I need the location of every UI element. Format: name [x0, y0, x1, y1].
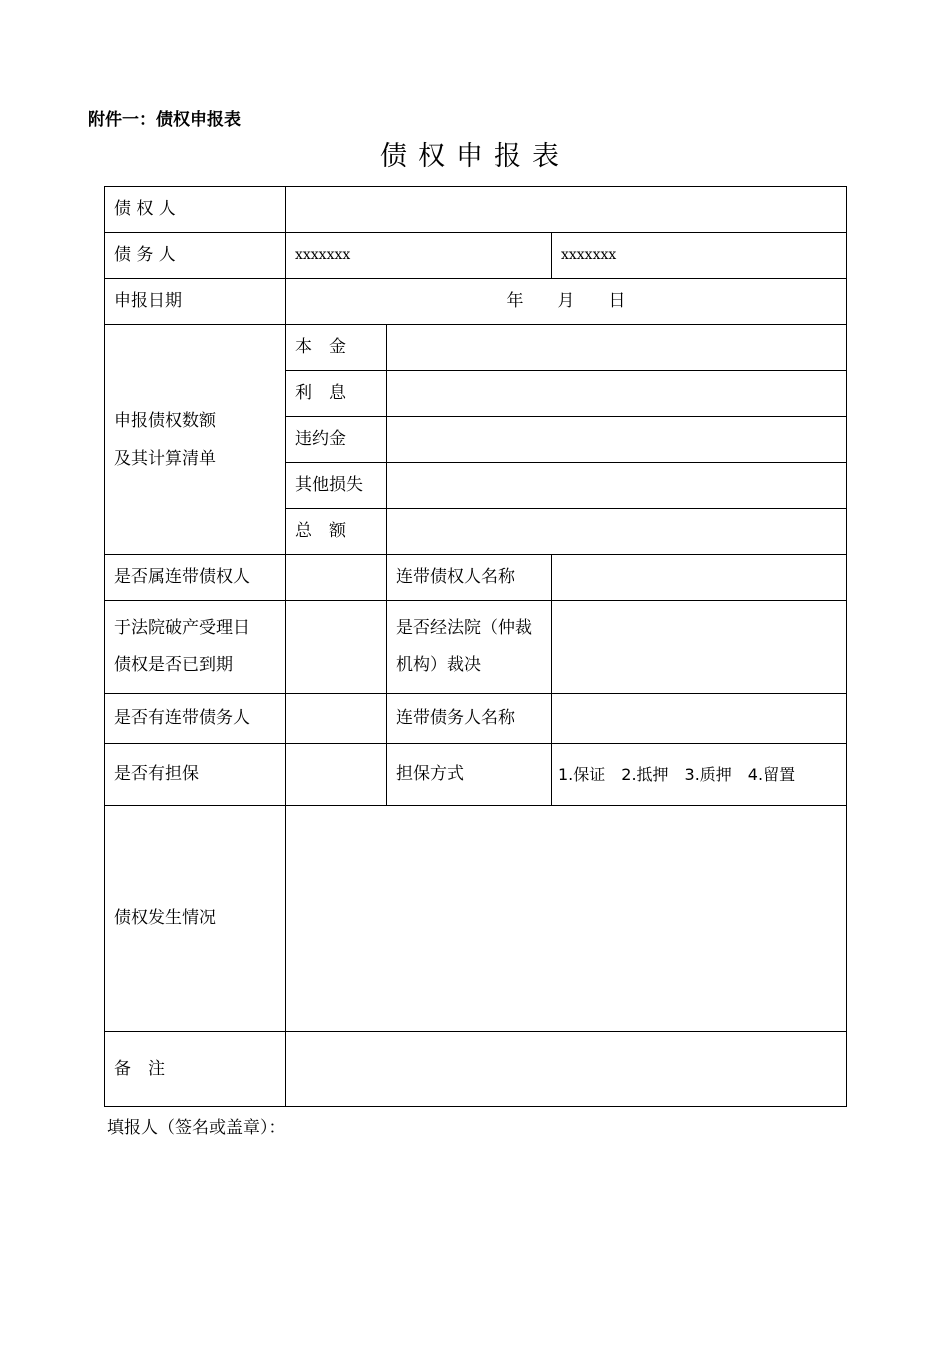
row-date [105, 279, 847, 325]
creditor-label: 债 权 人 [105, 187, 286, 233]
due-label-line1: 于法院破产受理日 [114, 618, 250, 638]
remarks-field[interactable] [286, 1032, 847, 1107]
claim-declaration-table [104, 186, 847, 1107]
total-field[interactable] [387, 509, 847, 555]
row-remarks [105, 1032, 847, 1107]
row-debtor [105, 233, 847, 279]
signer-label: 填报人（签名或盖章）： [107, 1118, 286, 1138]
occurrence-label: 债权发生情况 [105, 806, 286, 1032]
amount-label-line2: 及其计算清单 [114, 448, 216, 469]
debtor-field-1[interactable]: xxxxxxx [286, 233, 552, 279]
ruling-label-line1: 是否经法院（仲裁 [396, 618, 532, 638]
joint-creditor-name-label: 连带债权人名称 [387, 555, 552, 601]
joint-creditor-label: 是否属连带债权人 [105, 555, 286, 601]
joint-debtor-name-label: 连带债务人名称 [387, 694, 552, 744]
row-principal [105, 325, 847, 371]
penalty-field[interactable] [387, 417, 847, 463]
date-field[interactable]: 年 月 日 [286, 279, 847, 325]
row-occurrence [105, 806, 847, 1032]
debtor-label: 债 务 人 [105, 233, 286, 279]
amount-label-line1: 申报债权数额 [114, 410, 216, 431]
guarantee-method-options[interactable]: 1.保证 2.抵押 3.质押 4.留置 [552, 744, 847, 806]
amount-label [105, 325, 286, 555]
row-due [105, 601, 847, 694]
ruling-label-line2: 机构）裁决 [396, 655, 481, 675]
debtor-field-2[interactable]: xxxxxxx [552, 233, 847, 279]
remarks-label: 备 注 [105, 1032, 286, 1107]
due-label [105, 601, 286, 694]
other-losses-field[interactable] [387, 463, 847, 509]
joint-debtor-name-field[interactable] [552, 694, 847, 744]
due-label-line2: 债权是否已到期 [114, 655, 233, 675]
occurrence-field[interactable] [286, 806, 847, 1032]
row-creditor [105, 187, 847, 233]
guarantee-label: 是否有担保 [105, 744, 286, 806]
date-label: 申报日期 [105, 279, 286, 325]
joint-creditor-field[interactable] [286, 555, 387, 601]
ruling-label [387, 601, 552, 694]
row-joint-debtor [105, 694, 847, 744]
attachment-label: 附件一：债权申报表 [88, 110, 241, 130]
form-title: 债权申报表 [380, 141, 570, 172]
row-guarantee [105, 744, 847, 806]
penalty-label: 违约金 [286, 417, 387, 463]
other-losses-label: 其他损失 [286, 463, 387, 509]
principal-label: 本 金 [286, 325, 387, 371]
creditor-field[interactable] [286, 187, 847, 233]
total-label: 总 额 [286, 509, 387, 555]
interest-label: 利 息 [286, 371, 387, 417]
row-joint-creditor [105, 555, 847, 601]
joint-debtor-label: 是否有连带债务人 [105, 694, 286, 744]
guarantee-field[interactable] [286, 744, 387, 806]
interest-field[interactable] [387, 371, 847, 417]
joint-debtor-field[interactable] [286, 694, 387, 744]
principal-field[interactable] [387, 325, 847, 371]
joint-creditor-name-field[interactable] [552, 555, 847, 601]
guarantee-method-label: 担保方式 [387, 744, 552, 806]
due-field[interactable] [286, 601, 387, 694]
ruling-field[interactable] [552, 601, 847, 694]
